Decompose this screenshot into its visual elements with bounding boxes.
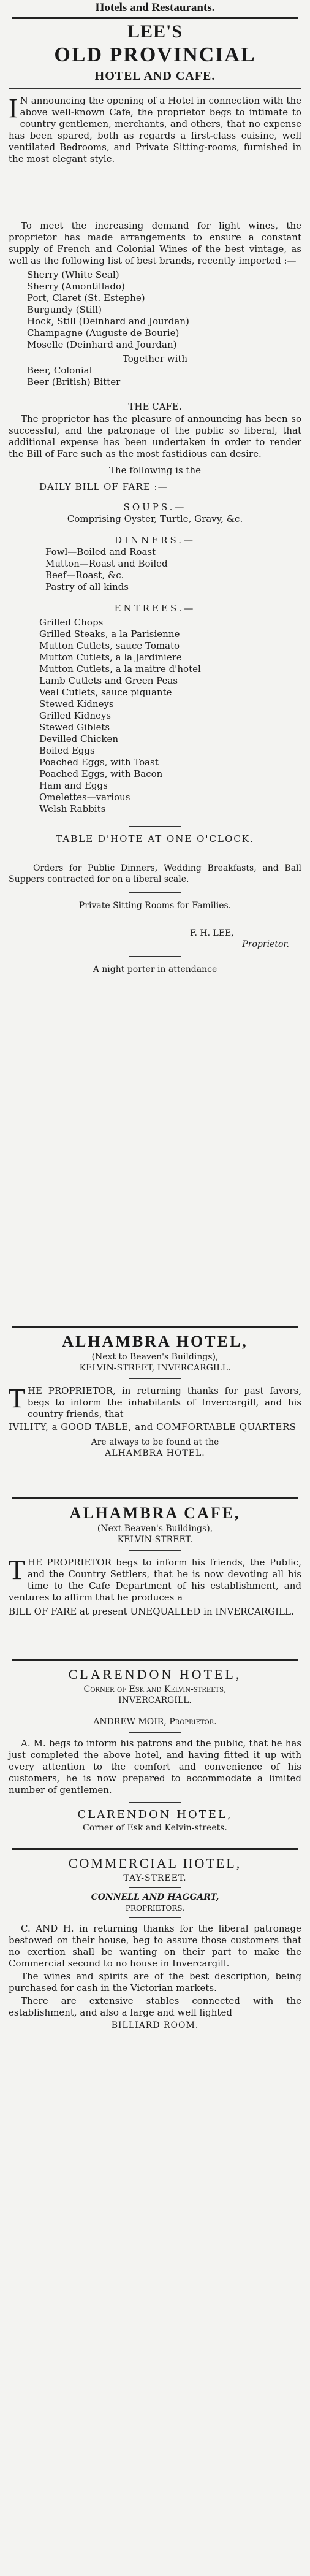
list-item: Devilled Chicken (39, 733, 118, 744)
divider (129, 1732, 181, 1733)
private-rooms: Private Sitting Rooms for Families. (78, 901, 232, 911)
list-item: Mutton Cutlets, a la Jardiniere (39, 652, 182, 663)
clarendon-address-2: INVERCARGILL. (118, 1695, 192, 1705)
divider (12, 1659, 298, 1661)
orders-text: Orders for Public Dinners, Wedding Breakfasts, and Ball Suppers contracted for on a liberal scale. (9, 863, 301, 884)
alhambra-cafe-text: HE PROPRIETOR begs to inform his friends, the Public, and the Country Settlers, that he is now devoting all his time to the Cafe Department of his establishment, and ventures to affirm that he produces a (9, 1557, 301, 1603)
night-porter: A night porter in attendance (93, 965, 217, 974)
divider (129, 1550, 181, 1551)
alhambra-cafe-address-1: (Next Beaven's Buildings), (97, 1524, 213, 1534)
divider (129, 1917, 181, 1918)
commercial-title: COMMERCIAL HOTEL, (68, 1856, 242, 1871)
lees-name: OLD PROVINCIAL (54, 44, 256, 66)
list-item: Pastry of all kinds (45, 581, 129, 592)
list-item: Veal Cutlets, sauce piquante (39, 687, 172, 698)
list-item: Beef—Roast, &c. (45, 570, 124, 581)
lees-wines-paragraph: To meet the increasing demand for light wines, the proprietor has made arrangements to ensure a constant supply of French and Colonial Wines of the best vintage, as well as the following list of best brands, recently imported :— (9, 220, 301, 266)
table-dhote: TABLE D'HOTE AT ONE O'CLOCK. (56, 833, 254, 844)
list-item: Moselle (Deinhard and Jourdan) (27, 339, 177, 350)
divider (129, 826, 181, 827)
alhambra-cafe-title: ALHAMBRA CAFE, (69, 1504, 241, 1522)
alhambra-hotel-address-1: (Next to Beaven's Buildings), (91, 1352, 219, 1362)
divider (129, 892, 181, 893)
divider (9, 88, 301, 89)
proprietor-name: F. H. LEE, (190, 928, 234, 938)
list-item: Stewed Giblets (39, 722, 110, 733)
commercial-paragraph-2: The wines and spirits are of the best description, being purchased for cash in the Victorian markets. (9, 1971, 301, 1993)
list-item: Mutton—Roast and Boiled (45, 558, 168, 569)
list-item: Hock, Still (Deinhard and Jourdan) (27, 316, 189, 327)
clarendon-address-1: Corner of Esk and Kelvin-streets, (83, 1684, 227, 1694)
soups-heading: SOUPS.— (123, 502, 187, 513)
list-item: Sherry (White Seal) (27, 269, 119, 280)
together-with: Together with (122, 353, 188, 364)
bill-heading: DAILY BILL OF FARE :— (39, 481, 168, 492)
list-item: Poached Eggs, with Bacon (39, 768, 163, 779)
drop-cap: I (9, 93, 18, 123)
list-item: Stewed Kidneys (39, 698, 114, 709)
section-header (9, 1, 301, 15)
list-item: Fowl—Boiled and Roast (45, 546, 156, 557)
commercial-address: TAY-STREET. (123, 1873, 187, 1883)
entrees-list (39, 617, 301, 815)
alhambra-hotel-title: ALHAMBRA HOTEL, (62, 1332, 248, 1350)
list-item: Welsh Rabbits (39, 803, 106, 814)
alhambra-hotel-advert (9, 1332, 301, 1459)
list-item: Lamb Cutlets and Green Peas (39, 675, 178, 686)
list-item: Beer (British) Bitter (27, 376, 121, 388)
list-item: Burgundy (Still) (27, 304, 102, 315)
list-item: Grilled Steaks, a la Parisienne (39, 629, 180, 640)
cafe-heading: THE CAFE. (128, 401, 182, 412)
proprietor-title: Proprietor. (242, 939, 289, 949)
list-item: Grilled Kidneys (39, 710, 112, 721)
list-item: Ham and Eggs (39, 780, 108, 791)
commercial-paragraph-1: C. AND H. in returning thanks for the liberal patronage bestowed on their house, beg to assure those customers that no exertion shall be wanting on their part to make the Commercial second to no house in Invercargill. (9, 1923, 301, 1969)
lees-title: LEE'S (127, 21, 183, 42)
alhambra-cafe-paragraph (9, 1557, 301, 1603)
list-item: Champagne (Auguste de Bourie) (27, 327, 180, 338)
following-text: The following is the (108, 465, 201, 476)
list-item: Poached Eggs, with Toast (39, 757, 159, 768)
commercial-proprietors-title: PROPRIETORS. (125, 1904, 185, 1913)
alhambra-hotel-paragraph (9, 1385, 301, 1420)
list-item: Grilled Chops (39, 617, 104, 628)
list-item: Boiled Eggs (39, 745, 95, 756)
lees-subtitle: HOTEL AND CAFE. (94, 69, 216, 83)
section-header-text: Hotels and Restaurants. (95, 1, 215, 14)
alhambra-hotel-footer: ALHAMBRA HOTEL. (105, 1448, 205, 1458)
divider (129, 1802, 181, 1803)
divider (129, 956, 181, 957)
divider (129, 1887, 181, 1888)
alhambra-cafe-advert (9, 1504, 301, 1618)
list-item: Omelettes—various (39, 792, 130, 803)
divider (12, 1326, 298, 1328)
commercial-proprietors: CONNELL AND HAGGART, (91, 1892, 219, 1902)
divider (12, 17, 298, 19)
lees-intro (9, 95, 301, 212)
lees-advert (9, 21, 301, 975)
divider (129, 1378, 181, 1379)
alhambra-hotel-text: HE PROPRIETOR, in returning thanks for past favors, begs to inform the inhabitants of Invercargill, and his country friends, that (27, 1385, 301, 1420)
alhambra-hotel-address-2: KELVIN-STREET, INVERCARGILL. (79, 1363, 231, 1373)
list-item: Beer, Colonial (27, 365, 93, 376)
divider (12, 1497, 298, 1499)
list-item: Mutton Cutlets, a la maitre d'hotel (39, 663, 201, 675)
list-item: Port, Claret (St. Estephe) (27, 292, 145, 304)
cafe-paragraph: The proprietor has the pleasure of announcing has been so successful, and the patronage of the public so liberal, that additional expense has been undertaken in order to render the Bill of Fare such as the most fastidious can desire. (9, 413, 301, 459)
alhambra-hotel-always: Are always to be found at the (91, 1437, 219, 1447)
clarendon-footer-address: Corner of Esk and Kelvin-streets. (83, 1823, 227, 1833)
drop-cap: T (9, 1555, 25, 1585)
dinners-list (45, 546, 301, 593)
alhambra-cafe-address-2: KELVIN-STREET. (117, 1535, 193, 1545)
clarendon-footer-title: CLARENDON HOTEL, (77, 1808, 233, 1821)
clarendon-title: CLARENDON HOTEL, (68, 1667, 242, 1682)
alhambra-cafe-bill: BILL OF FARE at present UNEQUALLED in INVERCARGILL. (9, 1606, 294, 1617)
clarendon-paragraph: A. M. begs to inform his patrons and the public, that he has just completed the above hotel, and having fitted it up with every attention to the comfort and convenience of his customers, he is now prepared to accommodate a limited number of gentlemen. (9, 1738, 301, 1795)
commercial-paragraph-3: There are extensive stables connected with the establishment, and also a large and well lighted (9, 1995, 301, 2018)
alhambra-hotel-civility: IVILITY, a GOOD TABLE, and COMFORTABLE QUARTERS (9, 1421, 297, 1432)
list-item: Mutton Cutlets, sauce Tomato (39, 640, 180, 651)
soups-text: Comprising Oyster, Turtle, Gravy, &c. (67, 513, 243, 524)
list-item: Sherry (Amontillado) (27, 281, 125, 292)
clarendon-proprietor: ANDREW MOIR, Proprietor. (93, 1717, 217, 1727)
drop-cap: T (9, 1383, 25, 1413)
beer-list (27, 365, 301, 388)
commercial-billiard: BILLIARD ROOM. (111, 2020, 199, 2030)
wine-list (27, 269, 301, 351)
divider (12, 1848, 298, 1850)
commercial-advert (9, 1854, 301, 2031)
clarendon-advert (9, 1665, 301, 1833)
dinners-heading: DINNERS.— (115, 535, 195, 546)
entrees-heading: ENTREES.— (114, 603, 196, 614)
lees-intro-text: N announcing the opening of a Hotel in connection with the above well-known Cafe, the proprietor begs to intimate to country gentlemen, merchants, and others, that no expense has been spared, both as regards a first-class cuisine, well ventilated Bedrooms, and Private Sitting-rooms, furnished in the most elegant style. (9, 95, 301, 164)
